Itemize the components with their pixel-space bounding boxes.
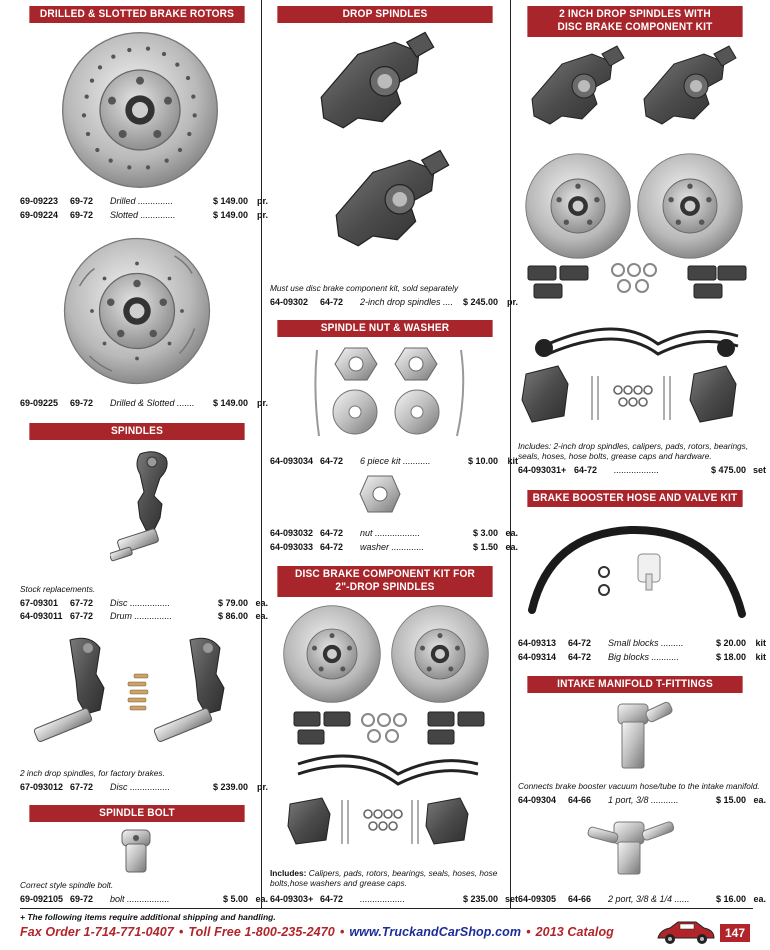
spindle-row-3: 67-093012 67-72 Disc ................ $ 239.00 pr. [20,782,268,792]
castle-nut-photo [358,474,402,514]
slotted-rotor-photo [58,236,216,386]
disc-kit-includes: Calipers, pads, rotors, bearings, seals, hoses, hose bolts,hose washers and grease caps. [270,868,498,888]
catalog-year: 2013 Catalog [535,925,614,939]
section-header-spindles: SPINDLES [29,423,244,440]
drop-spindle-row: 64-09302 64-72 2-inch drop spindles .... $ 245.00 pr. [270,297,518,307]
double-port-fitting-photo [584,816,680,878]
shipping-footnote: + The following items require additional shipping and handling. [20,912,276,922]
column-divider-2 [510,0,511,908]
toll-free-number: Toll Free 1-800-235-2470 [188,925,335,939]
rotor-row-2: 69-09224 69-72 Slotted .............. $ 149.00 pr. [20,210,268,220]
drop-kit-note: Includes: 2-inch drop spindles, calipers, pads, rotors, bearings, seals, hoses, hose bolts, grease caps and hardware. [518,441,749,461]
booster-hose-photo [520,514,750,624]
spindle-row-1: 67-09301 67-72 Disc ................ $ 79.00 ea. [20,598,268,608]
bolt-row: 69-092105 69-72 bolt ................. $ 5.00 ea. [20,894,268,904]
intake-fittings-note: Connects brake booster vacuum hose/tube to the intake manifold. [518,781,760,791]
car-logo-icon [656,916,716,946]
booster-row-1: 64-09313 64-72 Small blocks ......... $ 20.00 kit [518,638,766,648]
section-header-disc-kit: DISC BRAKE COMPONENT KIT FOR 2"-DROP SPINDLES [277,566,492,597]
drop-spindle-photo-1 [285,30,465,140]
drop-spindles-factory-note: 2 inch drop spindles, for factory brakes. [20,768,165,778]
disc-kit-photo [278,604,500,862]
single-port-fitting-photo [600,698,680,774]
spindles-note: Stock replacements. [20,584,96,594]
washer-row: 64-093033 64-72 washer ............. $ 1.50 ea. [270,542,518,552]
drop-spindles-factory-photo [30,634,244,764]
drop-kit-row: 64-093031+ 64-72 .................. $ 475.00 set [518,465,766,475]
footer-bar [20,925,614,939]
section-header-intake-fittings: INTAKE MANIFOLD T-FITTINGS [527,676,742,693]
spindle-row-2: 64-093011 67-72 Drum ............... $ 86.00 ea. [20,611,268,621]
section-header-rotors: DRILLED & SLOTTED BRAKE ROTORS [29,6,244,23]
nut-row: 64-093032 64-72 nut .................. $ 3.00 ea. [270,528,518,538]
nut-washer-kit-photo [305,342,475,442]
spindle-bolt-photo [112,826,162,876]
section-header-drop-spindles: DROP SPINDLES [277,6,492,23]
section-header-drop-kit: 2 INCH DROP SPINDLES WITH DISC BRAKE COMPONENT KIT [527,6,742,37]
footer-separator: • [526,925,531,939]
drop-kit-photo [518,44,750,436]
drop-spindle-photo-2 [305,148,475,258]
stock-spindle-photo [110,448,190,578]
page-number: 147 [720,924,750,942]
fitting-row-1: 64-09304 64-66 1 port, 3/8 ........... $ 15.00 ea. [518,795,766,805]
booster-row-2: 64-09314 64-72 Big blocks ........... $ 18.00 kit [518,652,766,662]
rotor-row-1: 69-09223 69-72 Drilled .............. $ 149.00 pr. [20,196,268,206]
rotor-row-3: 69-09225 69-72 Drilled & Slotted ....... $ 149.00 pr. [20,398,268,408]
section-header-booster-hose: BRAKE BOOSTER HOSE AND VALVE KIT [527,490,742,507]
fax-number: Fax Order 1-714-771-0407 [20,925,174,939]
footer-rule [20,908,753,909]
drop-spindles-note: Must use disc brake component kit, sold separately [270,283,459,293]
website-link[interactable]: www.TruckandCarShop.com [349,925,522,939]
nut-washer-kit-row: 64-093034 64-72 6 piece kit ........... $ 10.00 kit [270,456,518,466]
includes-label: Includes: [270,868,307,878]
section-header-nut-washer: SPINDLE NUT & WASHER [277,320,492,337]
fitting-row-2: 64-09305 64-66 2 port, 3/8 & 1/4 ...... $ 16.00 ea. [518,894,766,904]
column-divider-1 [261,0,262,908]
footer-separator: • [178,925,184,939]
disc-kit-note [270,868,502,888]
drilled-rotor-photo [60,30,220,190]
spindle-bolt-note: Correct style spindle bolt. [20,880,114,890]
section-header-spindle-bolt: SPINDLE BOLT [29,805,244,822]
disc-kit-row: 64-09303+ 64-72 .................. $ 235.00 set [270,894,518,904]
footer-separator: • [339,925,345,939]
